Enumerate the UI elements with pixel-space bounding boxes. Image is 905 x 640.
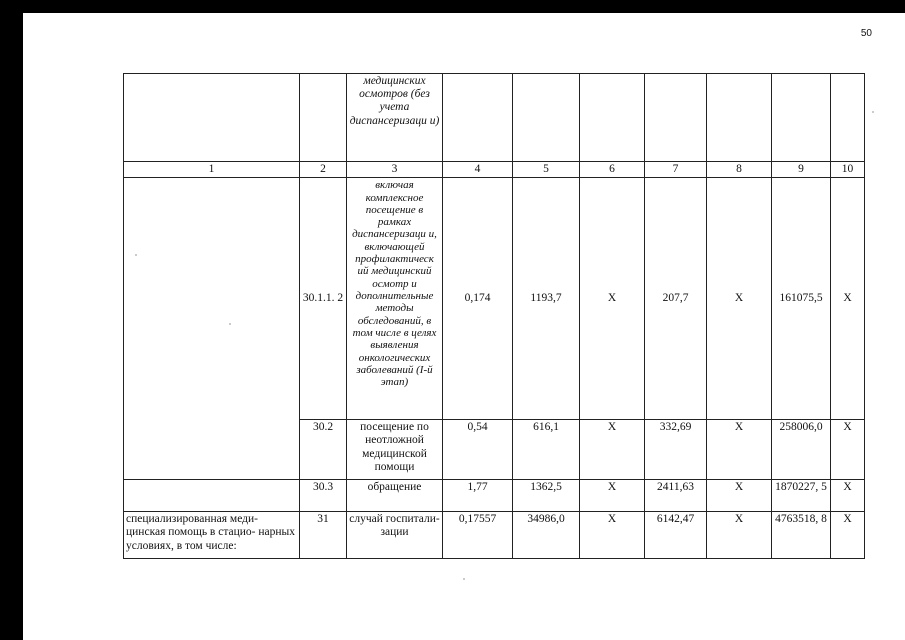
cell-row-code: 31 bbox=[300, 512, 347, 559]
cell-row-code: 30.1.1. 2 bbox=[300, 178, 347, 420]
cell-empty bbox=[772, 74, 831, 162]
column-number: 1 bbox=[124, 162, 300, 178]
cell-value: Х bbox=[831, 178, 865, 420]
scan-speck bbox=[463, 578, 465, 580]
cell-name: специализированная меди- цинская помощь в стацио- нарных условиях, в том числе: bbox=[124, 512, 300, 559]
cell-value: Х bbox=[580, 178, 645, 420]
cell-value: 2411,63 bbox=[645, 480, 707, 512]
cell-row-code bbox=[300, 74, 347, 162]
cell-value: 4763518, 8 bbox=[772, 512, 831, 559]
table-row-continued bbox=[124, 74, 865, 162]
scan-speck bbox=[872, 111, 874, 113]
cell-empty bbox=[645, 74, 707, 162]
cell-empty bbox=[443, 74, 513, 162]
cell-value: 1870227, 5 bbox=[772, 480, 831, 512]
cell-value: 0,174 bbox=[443, 178, 513, 420]
cell-value: Х bbox=[707, 178, 772, 420]
cell-value: Х bbox=[707, 420, 772, 480]
cell-value: 332,69 bbox=[645, 420, 707, 480]
cell-value: 258006,0 bbox=[772, 420, 831, 480]
cell-empty bbox=[513, 74, 580, 162]
cell-value: 6142,47 bbox=[645, 512, 707, 559]
cell-value: Х bbox=[831, 512, 865, 559]
cell-empty bbox=[580, 74, 645, 162]
column-number: 4 bbox=[443, 162, 513, 178]
table-row bbox=[124, 512, 865, 559]
cell-empty bbox=[707, 74, 772, 162]
column-number: 8 bbox=[707, 162, 772, 178]
cell-value: Х bbox=[831, 420, 865, 480]
cell-name bbox=[124, 74, 300, 162]
cell-row-code: 30.2 bbox=[300, 420, 347, 480]
cell-value: Х bbox=[580, 420, 645, 480]
cell-name bbox=[124, 480, 300, 512]
cell-value: Х bbox=[831, 480, 865, 512]
cell-value: 34986,0 bbox=[513, 512, 580, 559]
column-number: 6 bbox=[580, 162, 645, 178]
cell-name bbox=[124, 178, 300, 480]
scan-border-left bbox=[0, 0, 23, 640]
column-number: 7 bbox=[645, 162, 707, 178]
cell-value: Х bbox=[707, 512, 772, 559]
cell-value: 161075,5 bbox=[772, 178, 831, 420]
cell-value: Х bbox=[580, 512, 645, 559]
cell-value: Х bbox=[580, 480, 645, 512]
cell-row-code: 30.3 bbox=[300, 480, 347, 512]
page-number: 50 bbox=[860, 28, 872, 39]
column-number: 3 bbox=[347, 162, 443, 178]
scan-border-top bbox=[0, 0, 905, 13]
column-number: 9 bbox=[772, 162, 831, 178]
column-number: 5 bbox=[513, 162, 580, 178]
cell-value: 616,1 bbox=[513, 420, 580, 480]
data-table bbox=[123, 73, 865, 559]
column-number-row bbox=[124, 162, 865, 178]
cell-value: 207,7 bbox=[645, 178, 707, 420]
cell-unit: медицинских осмотров (без учета диспансеризаци и) bbox=[347, 74, 443, 162]
cell-value: 1,77 bbox=[443, 480, 513, 512]
cell-unit: посещение по неотложной медицинской помощи bbox=[347, 420, 443, 480]
cell-empty bbox=[831, 74, 865, 162]
table-row bbox=[124, 178, 865, 420]
cell-value: 1193,7 bbox=[513, 178, 580, 420]
cell-value: 0,17557 bbox=[443, 512, 513, 559]
cell-unit: включая комплексное посещение в рамках диспансеризаци и, включающей профилактическ ий медицинский осмотр и дополнительные методы обследований, в том числе в целях выявления онкологических заболеваний (I-й этап) bbox=[347, 178, 443, 420]
column-number: 10 bbox=[831, 162, 865, 178]
cell-unit: обращение bbox=[347, 480, 443, 512]
cell-unit: случай госпитали- зации bbox=[347, 512, 443, 559]
table-row bbox=[124, 480, 865, 512]
column-number: 2 bbox=[300, 162, 347, 178]
cell-value: Х bbox=[707, 480, 772, 512]
cell-value: 0,54 bbox=[443, 420, 513, 480]
cell-value: 1362,5 bbox=[513, 480, 580, 512]
